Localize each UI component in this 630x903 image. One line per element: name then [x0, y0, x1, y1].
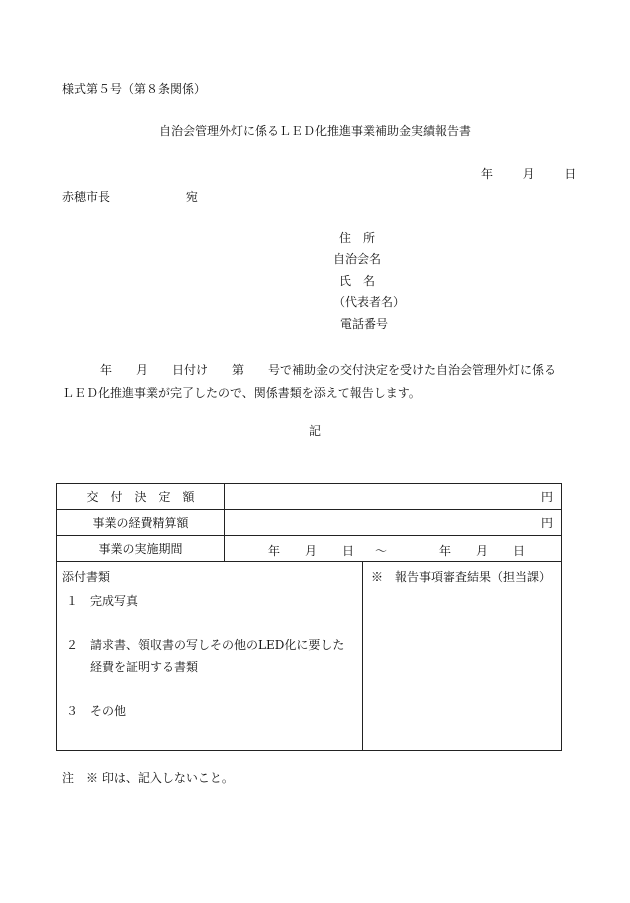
expense-settlement-label: 事業の経費精算額: [57, 510, 225, 536]
attachments-cell: [57, 562, 363, 751]
applicant-representative-label: （代表者名）: [333, 295, 406, 309]
period-start-day: 日: [342, 544, 355, 558]
period-end-year: 年: [439, 544, 452, 558]
attachment-item-2: ２ 請求書、領収書の写しその他のLED化に要した: [66, 638, 345, 652]
table-row: [57, 562, 562, 751]
applicant-association-label: 自治会名: [333, 252, 382, 266]
document-title: 自治会管理外灯に係るＬＥＤ化推進事業補助金実績報告書: [158, 124, 471, 138]
addressee: [62, 190, 198, 204]
period-end-day: 日: [513, 544, 526, 558]
report-body-line-2: ＬＥＤ化推進事業が完了したので、関係書類を添えて報告します。: [62, 386, 421, 400]
attachment-item-2-cont: 経費を証明する書類: [90, 660, 199, 674]
applicant-address-label: 住 所: [339, 231, 376, 245]
ki-heading: 記: [308, 424, 321, 438]
footnote: 注 ※ 印は、記入しないこと。: [62, 771, 234, 785]
applicant-phone-label: 電話番号: [340, 317, 389, 331]
report-table: [56, 483, 562, 751]
attachment-item-3: ３ その他: [66, 704, 127, 718]
implementation-period-label: 事業の実施期間: [57, 536, 225, 562]
addressee-name: 赤穂市長: [62, 190, 111, 204]
date-month-label: 月: [522, 167, 535, 181]
review-result-cell[interactable]: [363, 562, 562, 751]
form-number: 様式第５号（第８条関係）: [62, 82, 207, 96]
date-line: [481, 167, 576, 181]
period-start-month: 月: [305, 544, 318, 558]
period-tilde: ～: [375, 544, 388, 558]
addressee-suffix: 宛: [185, 190, 198, 204]
report-body: [62, 359, 572, 405]
table-row: [57, 484, 562, 510]
attachment-item-1: １ 完成写真: [66, 594, 139, 608]
review-result-heading: ※ 報告事項審査結果（担当課）: [371, 570, 552, 584]
report-body-line-1: 年 月 日付け 第 号で補助金の交付決定を受けた自治会管理外灯に係る: [100, 363, 557, 377]
attachments-heading: 添付書類: [62, 570, 111, 584]
expense-settlement-field[interactable]: 円: [225, 510, 562, 536]
table-row: [57, 536, 562, 562]
period-end-month: 月: [476, 544, 489, 558]
implementation-period-field[interactable]: [225, 536, 562, 562]
date-year-label: 年: [481, 167, 494, 181]
applicant-name-label: 氏 名: [339, 274, 376, 288]
grant-decision-amount-label: 交 付 決 定 額: [57, 484, 225, 510]
period-start-year: 年: [268, 544, 281, 558]
grant-decision-amount-field[interactable]: 円: [225, 484, 562, 510]
table-row: [57, 510, 562, 536]
date-day-label: 日: [564, 167, 577, 181]
